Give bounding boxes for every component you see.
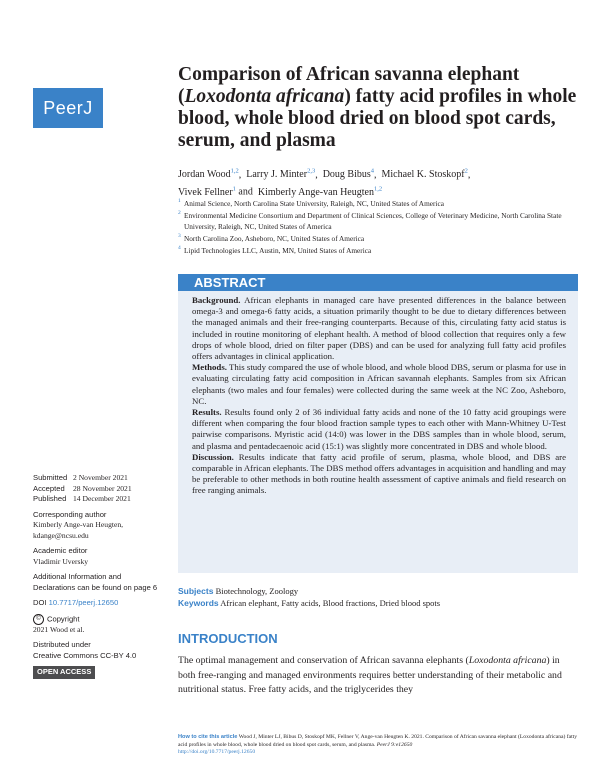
author: Doug Bibus$^4$: [322, 168, 375, 181]
introduction-heading: INTRODUCTION: [178, 631, 278, 646]
introduction-text: The optimal management and conservation of African savanna elephants (Loxodonta africana) in both free-ranging and managed environments requires better understanding of their metabolic and nutritional status. Free fatty acids, and the triglycerides they: [178, 655, 562, 695]
keywords: Keywords African elephant, Fatty acids, Blood fractions, Dried blood spots: [178, 598, 441, 608]
abstract-methods: Methods. This study compared the use of whole blood, and whole blood DBS, serum or plasma for use in evaluating circulating fatty acid composition in African savannah elephants. Samples from six African elephants (two males and four females) were collected during the same week at the NC Zoo, Asheboro, NC.: [192, 362, 566, 406]
peerj-logo: [33, 88, 103, 128]
academic-editor: Academic editor Vladimir Uversky: [33, 546, 89, 566]
author: Kimberly Ange-van Heugten$^{1,2}$: [257, 185, 383, 198]
abstract-body: [178, 291, 578, 573]
citation-footer: How to cite this article Wood J, Minter LJ, Bibus D, Stoskopf MK, Fellner V, Ange-van Heugten K. 2021. Comparison of African savanna elephant (Loxodonta africana) fatty acid profiles in whole blood, whole blood dried on blood spot cards, serum, and plasma. PeerJ 9:e12650 http://doi.org/10.7717/peerj.12650: [178, 734, 578, 755]
article-title: [178, 64, 578, 152]
doi-link[interactable]: 10.7717/peerj.12650: [48, 598, 119, 607]
abstract-discussion: Discussion. Results indicate that fatty acid profile of serum, plasma, whole blood, and DBS are comparable in African elephants. The DBS method offers advantages in acquisition and handling and may be preferable to other methods in both routine health assessment of captive animals and field research on free ranging animals.: [192, 451, 566, 496]
submitted-date: Submitted 2 November 2021: [33, 473, 128, 482]
author: Vivek Fellner$^1$: [178, 185, 236, 198]
license: Distributed under Creative Commons CC-BY 4.0: [33, 640, 163, 661]
subjects-keywords: [178, 585, 578, 609]
title-species: Loxodonta africana: [184, 86, 345, 107]
title-part-2: ) fatty acid profiles in whole blood, whole blood dried on blood spot cards, serum, and plasma: [178, 86, 577, 151]
affiliation-list: [178, 198, 578, 257]
affiliation: 2 Environmental Medicine Consortium and Department of Clinical Sciences, College of Veterinary Medicine, North Carolina State University, Raleigh, NC, United States of America: [178, 210, 562, 231]
copyright-icon: ©: [33, 614, 44, 625]
author: Larry J. Minter$^{2,3}$: [246, 168, 316, 181]
additional-info[interactable]: Additional Information and Declarations can be found on page 6: [33, 572, 158, 592]
abstract-results: Results. Results found only 2 of 36 individual fatty acids and none of the 10 fatty acid groupings were different when comparing the four blood fraction sample types to each other with Mann-Whitney U-Test pairwise comparisons. Myristic acid (14:0) was lower in the DBS samples than in whole blood, serum, and plasma and pentadecaenoic acid (15:1) was slightly more concentrated in DBS and whole blood.: [192, 407, 566, 451]
doi: DOI 10.7717/peerj.12650: [33, 598, 119, 607]
author: Jordan Wood$^{1,2}$: [178, 168, 239, 181]
accepted-date: Accepted 28 November 2021: [33, 483, 132, 493]
author-list: Jordan Wood$^{1,2}$, Larry J. Minter$^{2,3}$, Doug Bibus$^4$, Michael K. Stoskopf$^2$, Vivek Fellner$^1$ and Kimberly Ange-van Heugten$^{1,2}$: [178, 168, 471, 198]
copyright: © Copyright 2021 Wood et al.: [33, 614, 85, 634]
corresponding-email[interactable]: kdange@ncsu.edu: [33, 530, 89, 540]
affiliation: 4 Lipid Technologies LLC, Austin, MN, United States of America: [178, 245, 372, 255]
abstract-background: Background. African elephants in managed care have presented differences in the balance between omega-3 and omega-6 fatty acids, a situation primarily thought to be due to dietary differences between the managed animals and their free-ranging counterparts. Because of this, circulating fatty acid status is included in routine monitoring of elephant health. A method of blood collection that requires only a few drops of whole blood, dried on filter paper (DBS) and can be used for analyzing full fatty acid profiles offers advantages in clinical application.: [192, 295, 566, 362]
abstract-heading: ABSTRACT: [178, 274, 578, 291]
title-part-1: Comparison of African savanna elephant (: [178, 64, 520, 107]
affiliation: 1 Animal Science, North Carolina State University, Raleigh, NC, United States of America: [178, 198, 444, 208]
license-link[interactable]: Creative Commons CC-BY 4.0: [33, 650, 137, 660]
logo-text: PeerJ: [43, 97, 93, 118]
affiliation: 3 North Carolina Zoo, Asheboro, NC, United States of America: [178, 233, 365, 243]
published-date: Published 14 December 2021: [33, 494, 131, 503]
article-sidebar: [33, 473, 163, 679]
subjects: Subjects Biotechnology, Zoology: [178, 586, 299, 596]
open-access-badge: OPEN ACCESS: [33, 666, 95, 679]
author: Michael K. Stoskopf$^2$: [381, 168, 468, 181]
citation-url[interactable]: http://doi.org/10.7717/peerj.12650: [178, 749, 256, 755]
corresponding-author: Corresponding author Kimberly Ange-van Heugten, kdange@ncsu.edu: [33, 510, 163, 542]
